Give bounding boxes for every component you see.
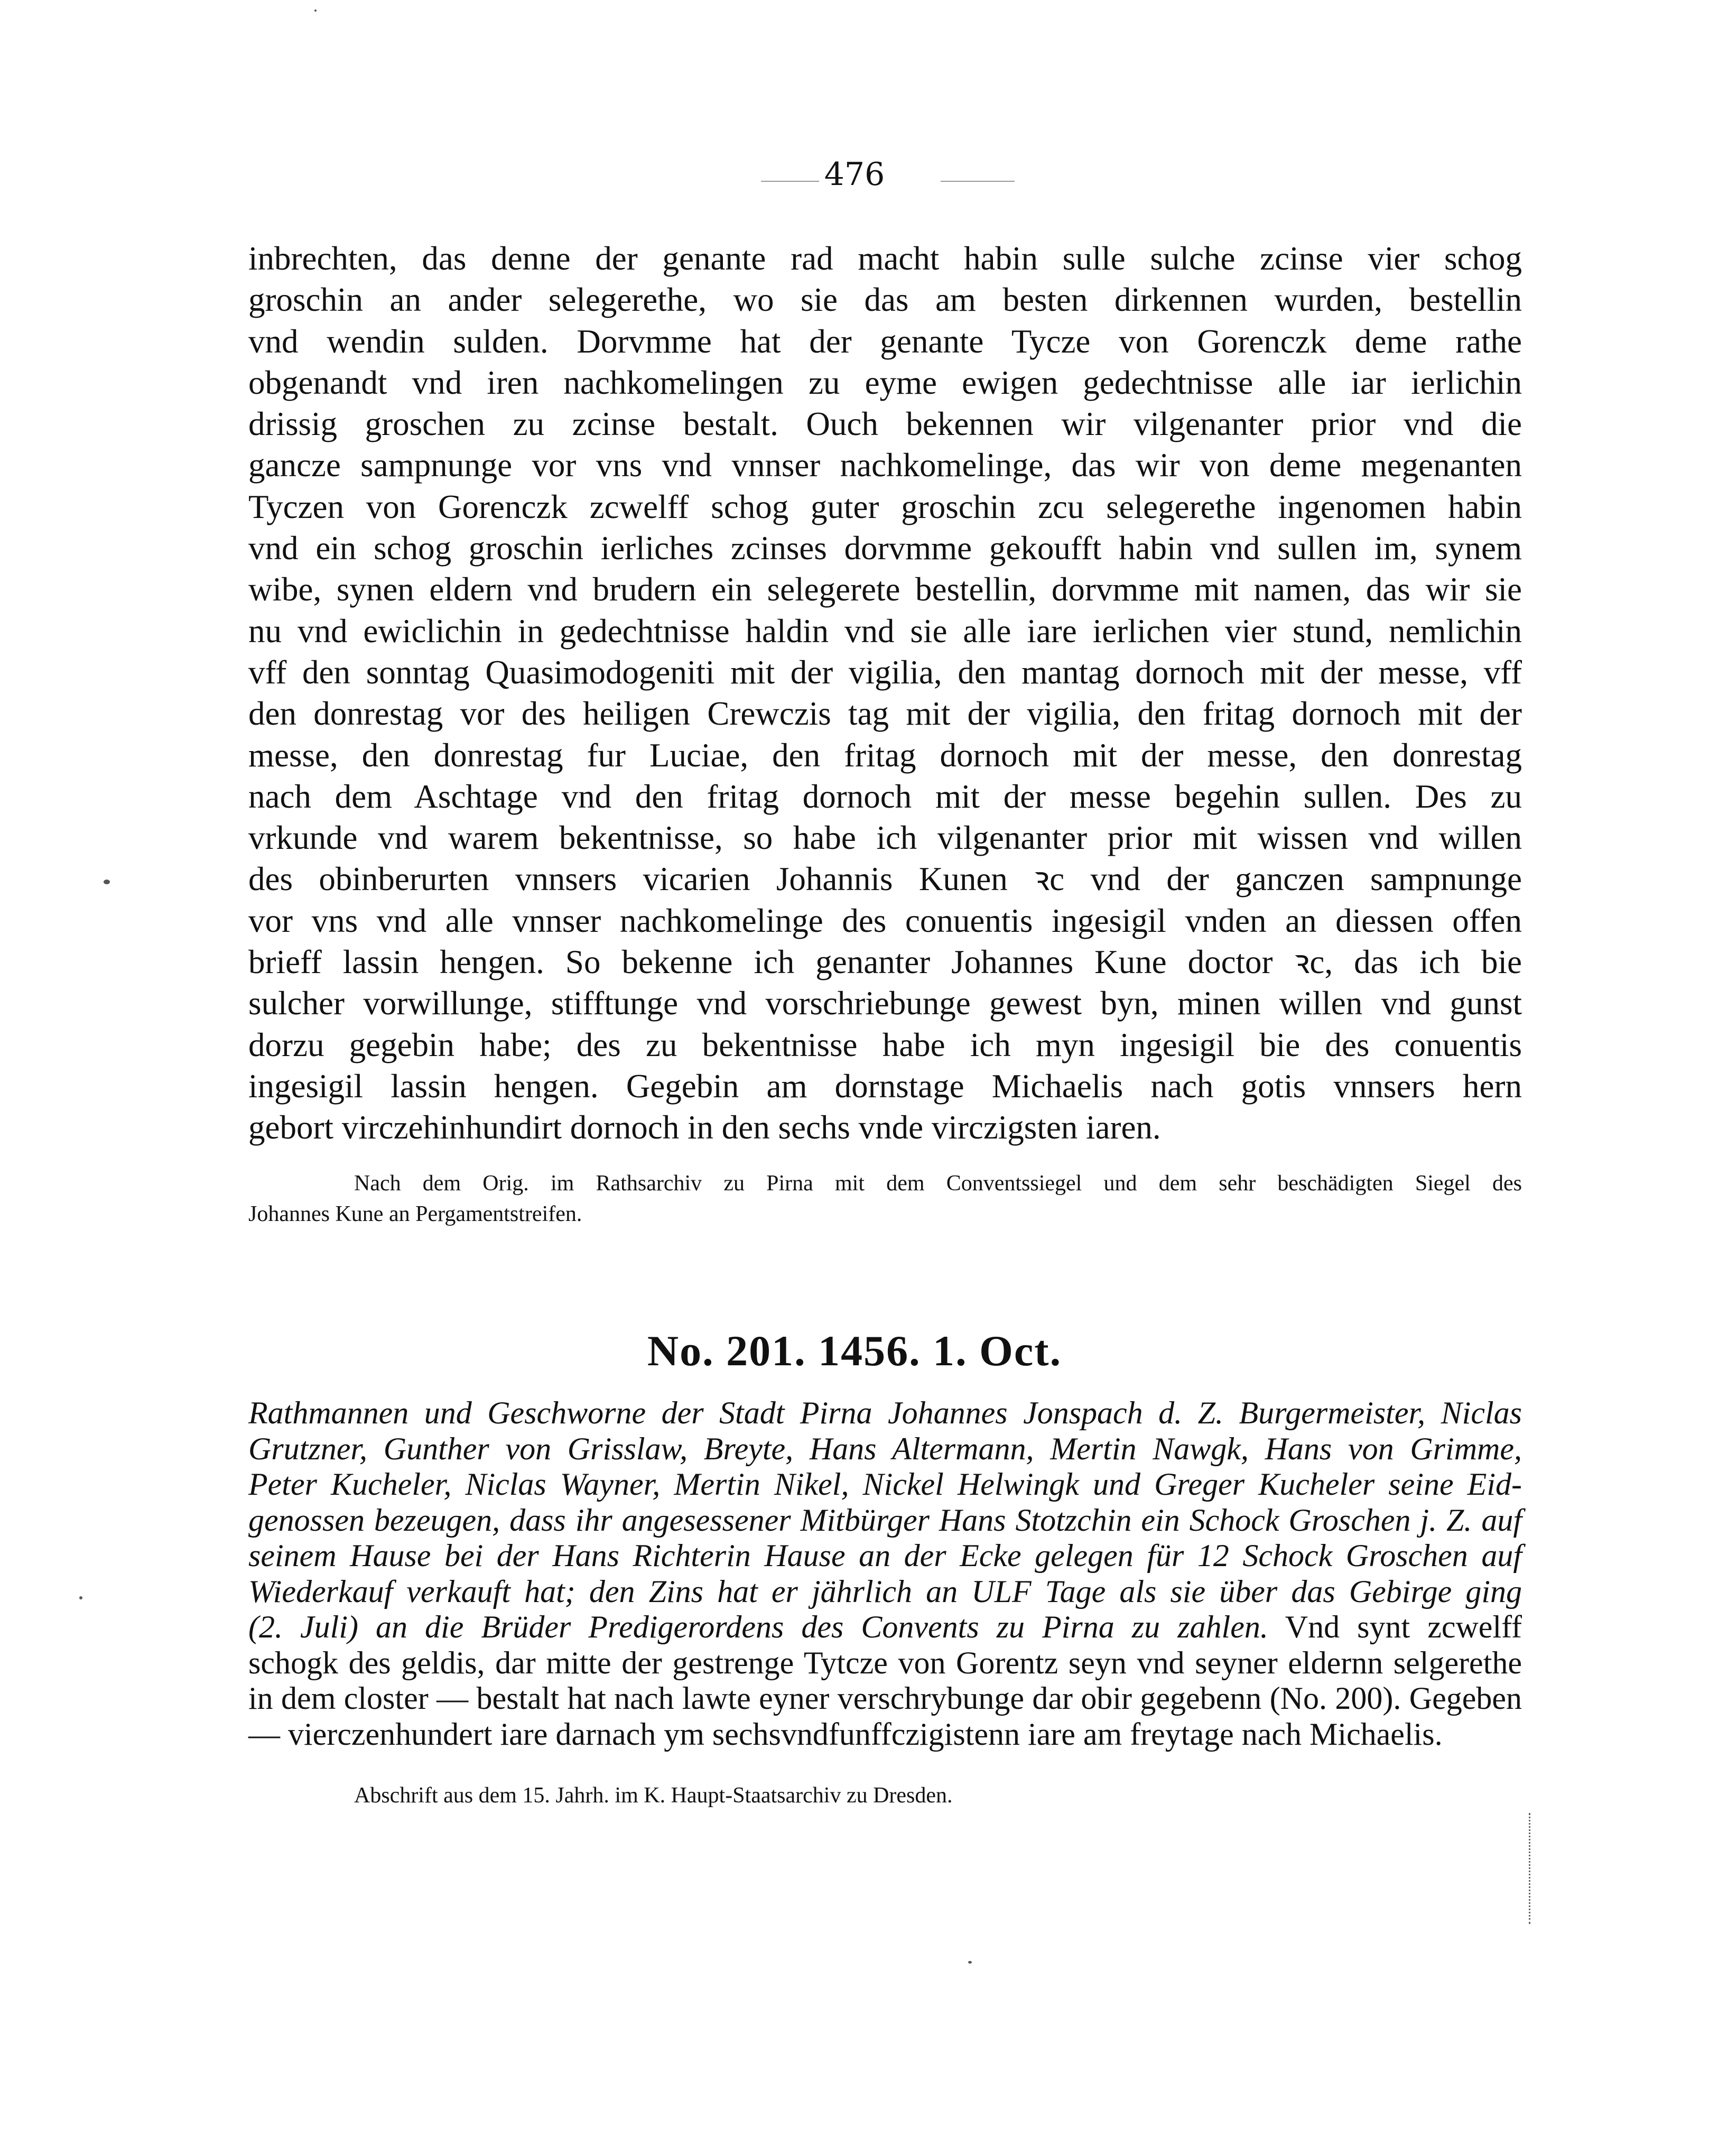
source-note-line: Nach dem Orig. im Rathsarchiv zu Pirna mit dem Conventssiegel und dem sehr beschädigten Siegel des (354, 1171, 1522, 1196)
source-note-original (248, 1168, 1522, 1229)
regest-line-mixed (248, 1609, 1522, 1645)
quoted-text-line: — vierczenhundert iare darnach ym sechsvndfunffczigistenn iare am freytage nach Michaelis. (248, 1716, 1443, 1752)
body-line: messe, den donrestag fur Luciae, den fritag dornoch mit der messe, den donrestag (248, 736, 1522, 774)
body-line: vnd wendin sulden. Dorvmme hat der genante Tycze von Gorenczk deme rathe (248, 322, 1522, 360)
scan-speck (79, 1596, 82, 1599)
scan-edge-mark (1529, 1813, 1532, 1924)
quoted-text-line: in dem closter — bestalt hat nach lawte eyner verschrybunge dar obir gegebenn (No. 200). Gegeben (248, 1681, 1522, 1716)
body-line: vrkunde vnd warem bekentnisse, so habe ich vilgenanter prior mit wissen vnd willen (248, 819, 1522, 857)
document-body-text (248, 238, 1522, 1149)
regest-line: Wiederkauf verkauft hat; den Zins hat er jährlich an ULF Tage als sie über das Gebirge ging (248, 1574, 1522, 1609)
regest-line: seinem Hause bei der Hans Richterin Hause an der Ecke gelegen für 12 Schock Groschen auf (248, 1538, 1522, 1573)
body-line: vor vns vnd alle vnnser nachkomelinge des conuentis ingesigil vnden an diessen offen (248, 902, 1522, 939)
scan-speck (104, 880, 110, 884)
quoted-text-line: schogk des geldis, dar mitte der gestrenge Tytcze von Gorentz seyn vnd seyner eldernn selgerethe (248, 1645, 1522, 1680)
source-note-copy: Abschrift aus dem 15. Jahrh. im K. Haupt-Staatsarchiv zu Dresden. (354, 1783, 953, 1808)
quoted-text-segment: Vnd synt zcwelff (1268, 1609, 1522, 1644)
body-line: groschin an ander selegerethe, wo sie das am besten dirkennen wurden, bestellin (248, 281, 1522, 319)
document-heading: No. 201. 1456. 1. Oct. (647, 1327, 1062, 1375)
body-line: vff den sonntag Quasimodogeniti mit der vigilia, den mantag dornoch mit der messe, vff (248, 653, 1522, 691)
scan-speck (968, 1961, 972, 1964)
body-line: vnd ein schog groschin ierliches zcinses dorvmme gekoufft habin vnd sullen im, synem (248, 530, 1522, 567)
body-line: sulcher vorwillunge, stifftunge vnd vorschriebunge gewest byn, minen willen vnd gunst (248, 985, 1522, 1022)
body-line: des obinberurten vnnsers vicarien Johannis Kunen ꝛc vnd der ganczen sampnunge (248, 860, 1522, 898)
page-number: 476 (824, 156, 885, 193)
regest-italic-segment: (2. Juli) an die Brüder Predigerordens des Convents zu Pirna zu zahlen. (248, 1609, 1268, 1644)
body-line: dorzu gegebin habe; des zu bekentnisse habe ich myn ingesigil bie des conuentis (248, 1026, 1522, 1063)
page-number-rule-right (941, 181, 1015, 182)
scan-speck (314, 10, 317, 12)
regest-line: genossen bezeugen, dass ihr angesessener Mitbürger Hans Stotzchin ein Schock Groschen j. Z. auf (248, 1502, 1522, 1538)
body-line: brieff lassin hengen. So bekenne ich genanter Johannes Kune doctor ꝛc, das ich bie (248, 943, 1522, 981)
regest-summary (248, 1395, 1522, 1752)
body-line: Tyczen von Gorenczk zcwelff schog guter groschin zcu selegerethe ingenomen habin (248, 488, 1522, 525)
body-line: wibe, synen eldern vnd brudern ein selegerete bestellin, dorvmme mit namen, das wir sie (248, 571, 1522, 608)
body-line: nach dem Aschtage vnd den fritag dornoch mit der messe begehin sullen. Des zu (248, 778, 1522, 815)
regest-line: Grutzner, Gunther von Grisslaw, Breyte, Hans Altermann, Mertin Nawgk, Hans von Grimme, (248, 1431, 1522, 1466)
regest-line: Rathmannen und Geschworne der Stadt Pirna Johannes Jonspach d. Z. Burgermeister, Niclas (248, 1395, 1522, 1430)
body-line: gebort virczehinhundirt dornoch in den sechs vnde virczigsten iaren. (248, 1109, 1161, 1146)
body-line: gancze sampnunge vor vns vnd vnnser nachkomelinge, das wir von deme megenanten (248, 447, 1522, 484)
source-note-line: Johannes Kune an Pergamentstreifen. (248, 1202, 582, 1226)
body-line: inbrechten, das denne der genante rad macht habin sulle sulche zcinse vier schog (248, 240, 1522, 277)
body-line: ingesigil lassin hengen. Gegebin am dornstage Michaelis nach gotis vnnsers hern (248, 1067, 1522, 1105)
regest-line: Peter Kucheler, Niclas Wayner, Mertin Nikel, Nickel Helwingk und Greger Kucheler seine Eid- (248, 1467, 1522, 1502)
body-line: drissig groschen zu zcinse bestalt. Ouch bekennen wir vilgenanter prior vnd die (248, 405, 1522, 443)
body-line: obgenandt vnd iren nachkomelingen zu eyme ewigen gedechtnisse alle iar ierlichin (248, 364, 1522, 401)
body-line: nu vnd ewiclichin in gedechtnisse haldin vnd sie alle iare ierlichen vier stund, nemlichin (248, 612, 1522, 650)
body-line: den donrestag vor des heiligen Crewczis tag mit der vigilia, den fritag dornoch mit der (248, 695, 1522, 733)
